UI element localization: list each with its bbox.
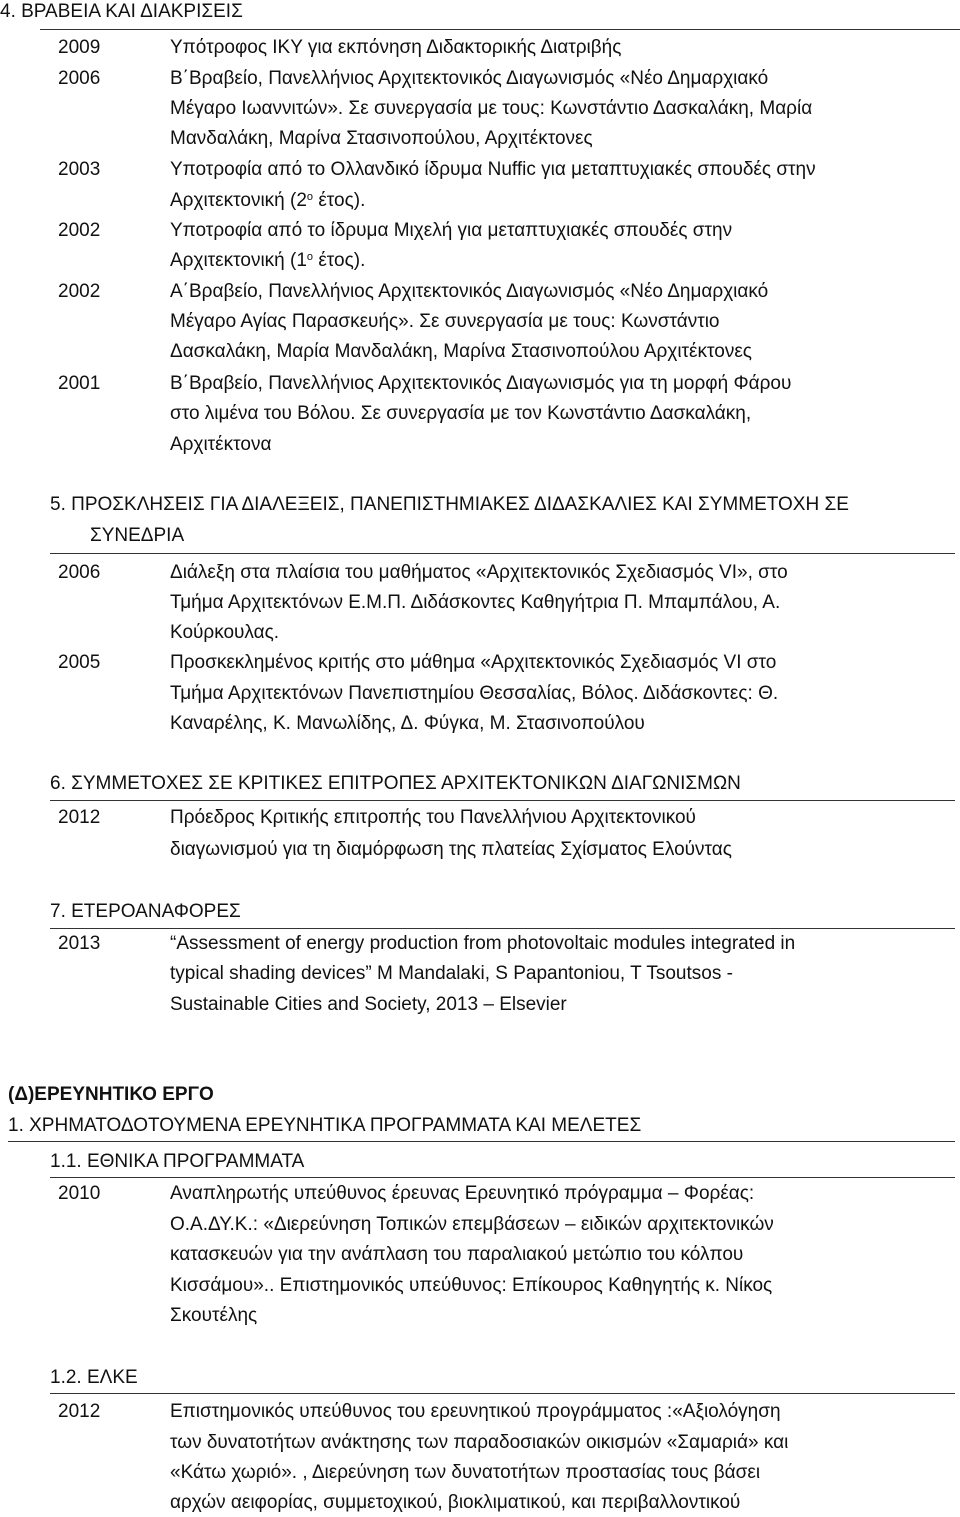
entry-text: αρχών αειφορίας, συμμετοχικού, βιοκλιματικού, και περιβαλλοντικού bbox=[170, 1492, 741, 1513]
entry-text: Δασκαλάκη, Μαρία Μανδαλάκη, Μαρίνα Στασινοπούλου Αρχιτέκτονες bbox=[170, 341, 752, 362]
entry-text: Κισσάμου».. Επιστημονικός υπεύθυνος: Επίκουρος Καθηγητής κ. Νίκος bbox=[170, 1275, 773, 1296]
entry-text: “Assessment of energy production from photovoltaic modules integrated in bbox=[170, 933, 796, 954]
year: 2003 bbox=[58, 159, 101, 180]
year: 2005 bbox=[58, 652, 101, 673]
section-5-heading: 5. ΠΡΟΣΚΛΗΣΕΙΣ ΓΙΑ ΔΙΑΛΕΞΕΙΣ, ΠΑΝΕΠΙΣΤΗΜΙΑΚΕΣ ΔΙΔΑΣΚΑΛΙΕΣ ΚΑΙ ΣΥΜΜΕΤΟΧΗ ΣΕ bbox=[50, 494, 849, 515]
year: 2001 bbox=[58, 373, 101, 394]
year: 2009 bbox=[58, 37, 101, 58]
year: 2012 bbox=[58, 807, 101, 828]
subsection-1-1-heading: 1.1. ΕΘΝΙΚΑ ΠΡΟΓΡΑΜΜΑΤΑ bbox=[50, 1151, 305, 1172]
entry-text: typical shading devices” M Mandalaki, S Papantoniou, T Tsoutsos - bbox=[170, 963, 733, 984]
entry-text: Μέγαρο Αγίας Παρασκευής». Σε συνεργασία με τους: Κωνστάντιο bbox=[170, 311, 720, 332]
entry-text: Β΄Βραβείο, Πανελλήνιος Αρχιτεκτονικός Διαγωνισμός «Νέο Δημαρχιακό bbox=[170, 68, 769, 89]
section-4-heading: 4. ΒΡΑΒΕΙΑ ΚΑΙ ΔΙΑΚΡΙΣΕΙΣ bbox=[0, 1, 243, 22]
year: 2010 bbox=[58, 1183, 101, 1204]
entry-text: Μανδαλάκη, Μαρίνα Στασινοπούλου, Αρχιτέκτονες bbox=[170, 128, 593, 149]
entry-text: των δυνατοτήτων ανάκτησης των παραδοσιακών οικισμών «Σαμαριά» και bbox=[170, 1432, 789, 1453]
year: 2006 bbox=[58, 562, 101, 583]
divider bbox=[40, 29, 960, 30]
entry-text: Διάλεξη στα πλαίσια του μαθήματος «Αρχιτεκτονικός Σχεδιασμός VI», στο bbox=[170, 562, 788, 583]
entry-text: Τμήμα Αρχιτεκτόνων Ε.Μ.Π. Διδάσκοντες Καθηγήτρια Π. Μπαμπάλου, Α. bbox=[170, 592, 781, 613]
section-6-heading: 6. ΣΥΜΜΕΤΟΧΕΣ ΣΕ ΚΡΙΤΙΚΕΣ ΕΠΙΤΡΟΠΕΣ ΑΡΧΙΤΕΚΤΟΝΙΚΩΝ ΔΙΑΓΩΝΙΣΜΩΝ bbox=[50, 773, 741, 794]
entry-text: κατασκευών για την ανάπλαση του παραλιακού μετώπιο του κόλπου bbox=[170, 1244, 744, 1265]
entry-text: Υποτροφία από το Ολλανδικό ίδρυμα Nuffic για μεταπτυχιακές σπουδές στην bbox=[170, 159, 816, 180]
entry-text: Σκουτέλης bbox=[170, 1305, 258, 1326]
divider bbox=[50, 1393, 955, 1394]
subsection-1-2-heading: 1.2. ΕΛΚΕ bbox=[50, 1367, 138, 1388]
entry-text: Αρχιτέκτονα bbox=[170, 434, 272, 455]
year: 2013 bbox=[58, 933, 101, 954]
year: 2006 bbox=[58, 68, 101, 89]
entry-text: Μέγαρο Ιωαννιτών». Σε συνεργασία με τους: Κωνστάντιο Δασκαλάκη, Μαρία bbox=[170, 98, 813, 119]
entry-text: «Κάτω χωριό». , Διερεύνηση των δυνατοτήτων προστασίας τους βάσει bbox=[170, 1462, 761, 1483]
year: 2012 bbox=[58, 1401, 101, 1422]
divider bbox=[50, 928, 955, 929]
entry-text: Προσκεκλημένος κριτής στο μάθημα «Αρχιτεκτονικός Σχεδιασμός VI στο bbox=[170, 652, 777, 673]
divider bbox=[50, 553, 955, 554]
subsection-1-heading: 1. ΧΡΗΜΑΤΟΔΟΤΟΥΜΕΝΑ ΕΡΕΥΝΗΤΙΚΑ ΠΡΟΓΡΑΜΜΑΤΑ ΚΑΙ ΜΕΛΕΤΕΣ bbox=[8, 1115, 642, 1136]
entry-text: Β΄Βραβείο, Πανελλήνιος Αρχιτεκτονικός Διαγωνισμός για τη μορφή Φάρου bbox=[170, 373, 792, 394]
section-d-heading: (Δ)ΕΡΕΥΝΗΤΙΚΟ ΕΡΓΟ bbox=[8, 1084, 214, 1105]
entry-text: Αναπληρωτής υπεύθυνος έρευνας Ερευνητικό πρόγραμμα – Φορέας: bbox=[170, 1183, 755, 1204]
year: 2002 bbox=[58, 281, 101, 302]
section-7-heading: 7. ΕΤΕΡΟΑΝΑΦΟΡΕΣ bbox=[50, 901, 241, 922]
entry-text: Α΄Βραβείο, Πανελλήνιος Αρχιτεκτονικός Διαγωνισμός «Νέο Δημαρχιακό bbox=[170, 281, 769, 302]
entry-text: Αρχιτεκτονική ($2^o$ έτος). bbox=[170, 190, 366, 211]
entry-text: Καναρέλης, Κ. Μανωλίδης, Δ. Φύγκα, Μ. Στασινοπούλου bbox=[170, 713, 645, 734]
entry-text: Αρχιτεκτονική ($1^o$ έτος). bbox=[170, 250, 366, 271]
divider bbox=[8, 1141, 955, 1142]
entry-text: Υποτροφία από το ίδρυμα Μιχελή για μεταπτυχιακές σπουδές στην bbox=[170, 220, 733, 241]
entry-text: Πρόεδρος Κριτικής επιτροπής του Πανελλήνιου Αρχιτεκτονικού bbox=[170, 807, 696, 828]
entry-text: Sustainable Cities and Society, 2013 – Elsevier bbox=[170, 994, 567, 1015]
entry-text: Υπότροφος ΙΚΥ για εκπόνηση Διδακτορικής Διατριβής bbox=[170, 37, 622, 58]
section-5-heading-cont: ΣΥΝΕΔΡΙΑ bbox=[90, 525, 185, 546]
entry-text: Κούρκουλας. bbox=[170, 622, 280, 643]
entry-text: Επιστημονικός υπεύθυνος του ερευνητικού προγράμματος :«Αξιολόγηση bbox=[170, 1401, 781, 1422]
entry-text: Ο.Α.ΔΥ.Κ.: «Διερεύνηση Τοπικών επεμβάσεων – ειδικών αρχιτεκτονικών bbox=[170, 1214, 774, 1235]
entry-text: στο λιμένα του Βόλου. Σε συνεργασία με τον Κωνστάντιο Δασκαλάκη, bbox=[170, 403, 752, 424]
year: 2002 bbox=[58, 220, 101, 241]
entry-text: διαγωνισμού για τη διαμόρφωση της πλατείας Σχίσματος Ελούντας bbox=[170, 839, 732, 860]
divider bbox=[50, 800, 955, 801]
entry-text: Τμήμα Αρχιτεκτόνων Πανεπιστημίου Θεσσαλίας, Βόλος. Διδάσκοντες: Θ. bbox=[170, 683, 779, 704]
divider bbox=[50, 1177, 955, 1178]
